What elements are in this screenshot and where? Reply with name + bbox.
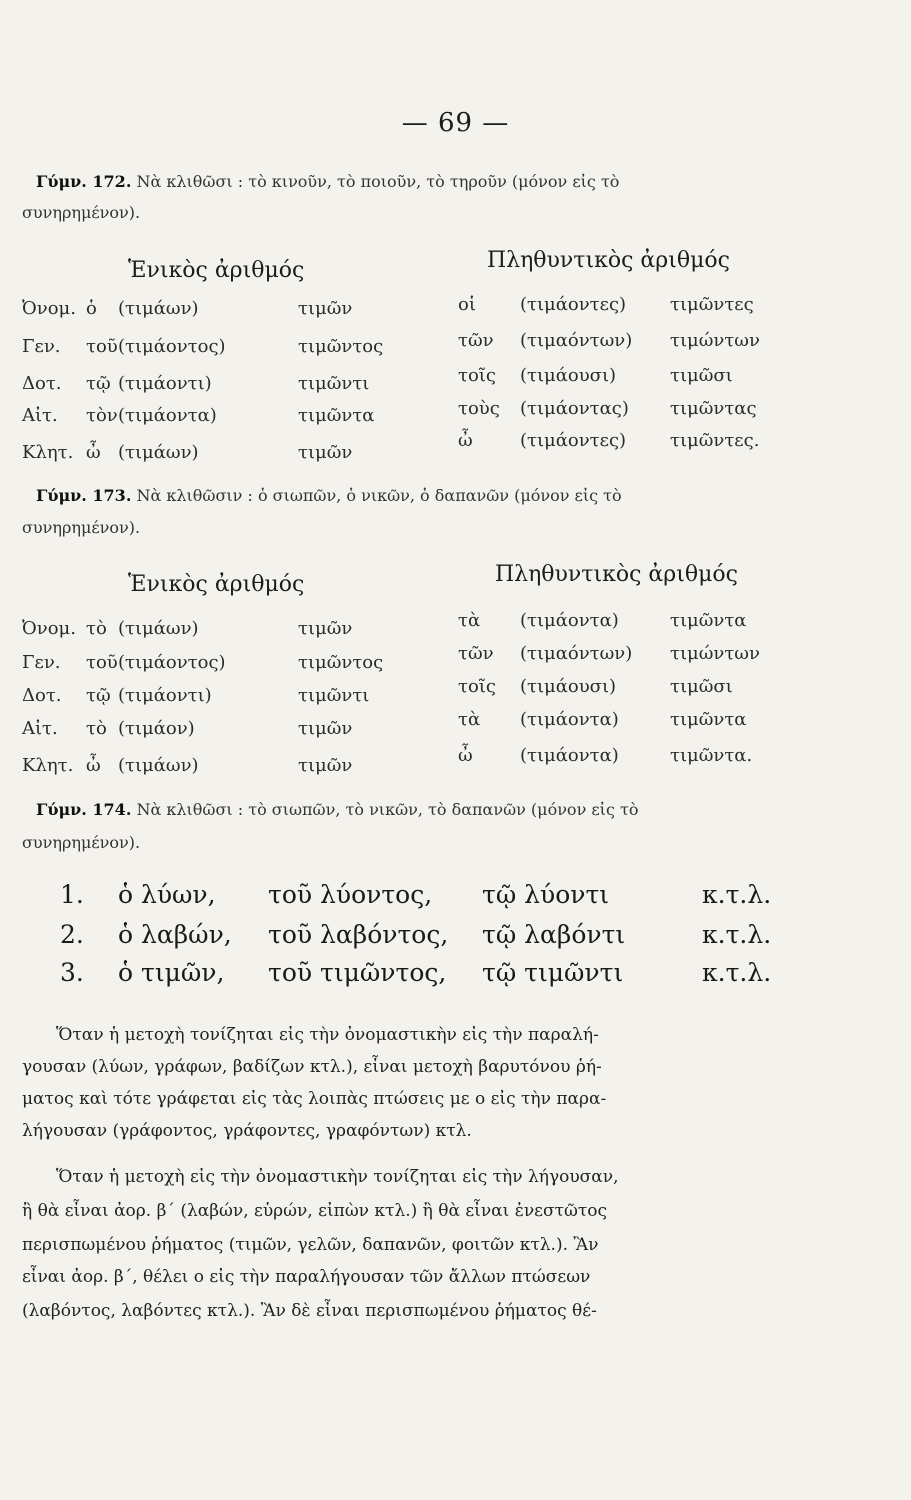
case-label: Δοτ.: [22, 373, 62, 394]
example-row: [60, 880, 792, 909]
contracted-form: τιμώντων: [670, 643, 760, 664]
dative: τῷ λύοντι: [482, 880, 610, 909]
table-row: [22, 442, 352, 463]
paragraph-line: εἶναι ἀορ. β΄, θέλει ο εἰς τὴν παραλήγουσαν τῶν ἄλλων πτώσεων: [22, 1267, 591, 1287]
paragraph-1: [22, 1020, 892, 1150]
article: τῷ: [86, 373, 111, 394]
uncontracted-form: (τιμάοντα): [520, 610, 619, 631]
article: τὸν: [86, 405, 118, 426]
plural-header: Πληθυντικὸς ἀριθμός: [487, 248, 730, 273]
contracted-form: τιμῶντας: [670, 398, 757, 419]
article: τὸ: [86, 718, 107, 739]
table-row: [458, 330, 760, 351]
etc: κ.τ.λ.: [702, 880, 772, 909]
example-number: 1.: [60, 880, 84, 909]
uncontracted-form: (τιμάων): [118, 755, 199, 776]
uncontracted-form: (τιμάοντα): [520, 709, 619, 730]
paragraph-line: Ὅταν ἡ μετοχὴ εἰς τὴν ὀνομαστικὴν τονίζηται εἰς τὴν λήγουσαν,: [56, 1167, 619, 1187]
table-row: [22, 755, 352, 776]
exercise-172-cont: συνηρημένον).: [22, 203, 141, 222]
exercise-text: Νὰ κλιθῶσι : τὸ κινοῦν, τὸ ποιοῦν, τὸ τηροῦν (μόνον εἰς τὸ: [136, 172, 620, 191]
exercise-text: Νὰ κλιθῶσιν : ὁ σιωπῶν, ὁ νικῶν, ὁ δαπανῶν (μόνον εἰς τὸ: [136, 486, 622, 505]
table-row: [458, 643, 760, 664]
article: τὰ: [458, 610, 481, 631]
table-row: [458, 365, 733, 386]
uncontracted-form: (τιμάον): [118, 718, 195, 739]
uncontracted-form: (τιμάοντες): [520, 430, 627, 451]
case-label: Αἰτ.: [22, 718, 58, 739]
singular-header: Ἑνικὸς ἀριθμός: [128, 258, 305, 283]
table-row: [22, 373, 369, 394]
uncontracted-form: (τιμάουσι): [520, 676, 617, 697]
article: τοῦ: [86, 652, 118, 673]
case-label: Ὀνομ.: [22, 298, 76, 319]
uncontracted-form: (τιμαόντων): [520, 330, 633, 351]
table-row: [22, 685, 369, 706]
case-label: Κλητ.: [22, 442, 74, 463]
contracted-form: τιμῶν: [298, 718, 353, 739]
contracted-form: τιμῶντα: [298, 405, 375, 426]
exercise-174-cont: συνηρημένον).: [22, 833, 141, 852]
table-row: [22, 652, 383, 673]
case-label: Γεν.: [22, 336, 61, 357]
contracted-form: τιμῶντα.: [670, 745, 753, 766]
contracted-form: τιμῶντες: [670, 294, 754, 315]
uncontracted-form: (τιμάουσι): [520, 365, 617, 386]
table-row: [458, 676, 733, 697]
contracted-form: τιμῶν: [298, 298, 353, 319]
contracted-form: τιμῶντος: [298, 336, 384, 357]
uncontracted-form: (τιμάοντα): [520, 745, 619, 766]
example-row: [60, 920, 792, 949]
example-number: 3.: [60, 958, 84, 987]
dative: τῷ τιμῶντι: [482, 958, 624, 987]
article: ὦ: [86, 442, 101, 463]
genitive: τοῦ λαβόντος,: [268, 920, 449, 949]
genitive: τοῦ λύοντος,: [268, 880, 433, 909]
table-row: [458, 294, 754, 315]
article: ὦ: [86, 755, 101, 776]
article: τῶν: [458, 330, 494, 351]
etc: κ.τ.λ.: [702, 958, 772, 987]
nominative: ὁ λαβών,: [118, 920, 232, 949]
table-row: [22, 718, 352, 739]
table-row: [458, 709, 746, 730]
contracted-form: τιμῶν: [298, 755, 353, 776]
table-row: [458, 610, 746, 631]
table-row: [458, 745, 752, 766]
article: τοῦ: [86, 336, 118, 357]
contracted-form: τιμῶντος: [298, 652, 384, 673]
article: τὰ: [458, 709, 481, 730]
article: τοῖς: [458, 365, 496, 386]
uncontracted-form: (τιμάων): [118, 618, 199, 639]
contracted-form: τιμῶντι: [298, 373, 370, 394]
article: ὦ: [458, 430, 473, 451]
uncontracted-form: (τιμάοντα): [118, 405, 217, 426]
contracted-form: τιμώντων: [670, 330, 760, 351]
uncontracted-form: (τιμάοντος): [118, 336, 226, 357]
article: ὦ: [458, 745, 473, 766]
article: τοῖς: [458, 676, 496, 697]
contracted-form: τιμῶντι: [298, 685, 370, 706]
paragraph-line: λήγουσαν (γράφοντος, γράφοντες, γραφόντων) κτλ.: [22, 1121, 472, 1141]
example-row: [60, 958, 792, 987]
uncontracted-form: (τιμάοντας): [520, 398, 629, 419]
nominative: ὁ τιμῶν,: [118, 958, 225, 987]
contracted-form: τιμῶντες.: [670, 430, 760, 451]
table-row: [22, 298, 352, 319]
case-label: Γεν.: [22, 652, 61, 673]
table-row: [22, 336, 383, 357]
contracted-form: τιμῶσι: [670, 365, 733, 386]
page-number: — 69 —: [401, 108, 510, 138]
uncontracted-form: (τιμαόντων): [520, 643, 633, 664]
uncontracted-form: (τιμάων): [118, 442, 199, 463]
genitive: τοῦ τιμῶντος,: [268, 958, 447, 987]
article: τῶν: [458, 643, 494, 664]
exercise-173: [36, 486, 622, 505]
exercise-173-cont: συνηρημένον).: [22, 518, 141, 537]
etc: κ.τ.λ.: [702, 920, 772, 949]
exercise-label: Γύμν. 174.: [36, 800, 132, 819]
article: οἱ: [458, 294, 476, 315]
dative: τῷ λαβόντι: [482, 920, 626, 949]
contracted-form: τιμῶντα: [670, 610, 747, 631]
plural-header: Πληθυντικὸς ἀριθμός: [495, 562, 738, 587]
contracted-form: τιμῶν: [298, 442, 353, 463]
uncontracted-form: (τιμάοντι): [118, 685, 212, 706]
paragraph-line: ἢ θὰ εἶναι ἀορ. β΄ (λαβών, εὑρών, εἰπὼν κτλ.) ἢ θὰ εἶναι ἐνεστῶτος: [22, 1201, 608, 1221]
paragraph-line: (λαβόντος, λαβόντες κτλ.). Ἂν δὲ εἶναι περισπωμένου ῥήματος θέ-: [22, 1301, 597, 1321]
paragraph-line: περισπωμένου ῥήματος (τιμῶν, γελῶν, δαπανῶν, φοιτῶν κτλ.). Ἂν: [22, 1235, 599, 1255]
case-label: Ὀνομ.: [22, 618, 76, 639]
article: τὸ: [86, 618, 107, 639]
case-label: Δοτ.: [22, 685, 62, 706]
paragraph-2: [22, 1162, 892, 1332]
table-row: [22, 618, 352, 639]
paragraph-line: γουσαν (λύων, γράφων, βαδίζων κτλ.), εἶναι μετοχὴ βαρυτόνου ῥή-: [22, 1057, 602, 1077]
uncontracted-form: (τιμάοντες): [520, 294, 627, 315]
contracted-form: τιμῶσι: [670, 676, 733, 697]
contracted-form: τιμῶν: [298, 618, 353, 639]
exercise-172: [36, 172, 619, 191]
contracted-form: τιμῶντα: [670, 709, 747, 730]
exercise-label: Γύμν. 173.: [36, 486, 132, 505]
table-row: [458, 398, 757, 419]
article: τῷ: [86, 685, 111, 706]
paragraph-line: ματος καὶ τότε γράφεται εἰς τὰς λοιπὰς πτώσεις με ο εἰς τὴν παρα-: [22, 1089, 607, 1109]
uncontracted-form: (τιμάοντος): [118, 652, 226, 673]
nominative: ὁ λύων,: [118, 880, 216, 909]
table-row: [22, 405, 374, 426]
article: τοὺς: [458, 398, 500, 419]
exercise-label: Γύμν. 172.: [36, 172, 132, 191]
exercise-text: Νὰ κλιθῶσι : τὸ σιωπῶν, τὸ νικῶν, τὸ δαπανῶν (μόνον εἰς τὸ: [136, 800, 639, 819]
paragraph-line: Ὅταν ἡ μετοχὴ τονίζηται εἰς τὴν ὀνομαστικὴν εἰς τὴν παραλή-: [56, 1025, 599, 1045]
table-row: [458, 430, 759, 451]
article: ὁ: [86, 298, 97, 319]
case-label: Αἰτ.: [22, 405, 58, 426]
example-number: 2.: [60, 920, 84, 949]
case-label: Κλητ.: [22, 755, 74, 776]
exercise-174: [36, 800, 638, 819]
singular-header: Ἑνικὸς ἀριθμός: [128, 572, 305, 597]
uncontracted-form: (τιμάων): [118, 298, 199, 319]
uncontracted-form: (τιμάοντι): [118, 373, 212, 394]
